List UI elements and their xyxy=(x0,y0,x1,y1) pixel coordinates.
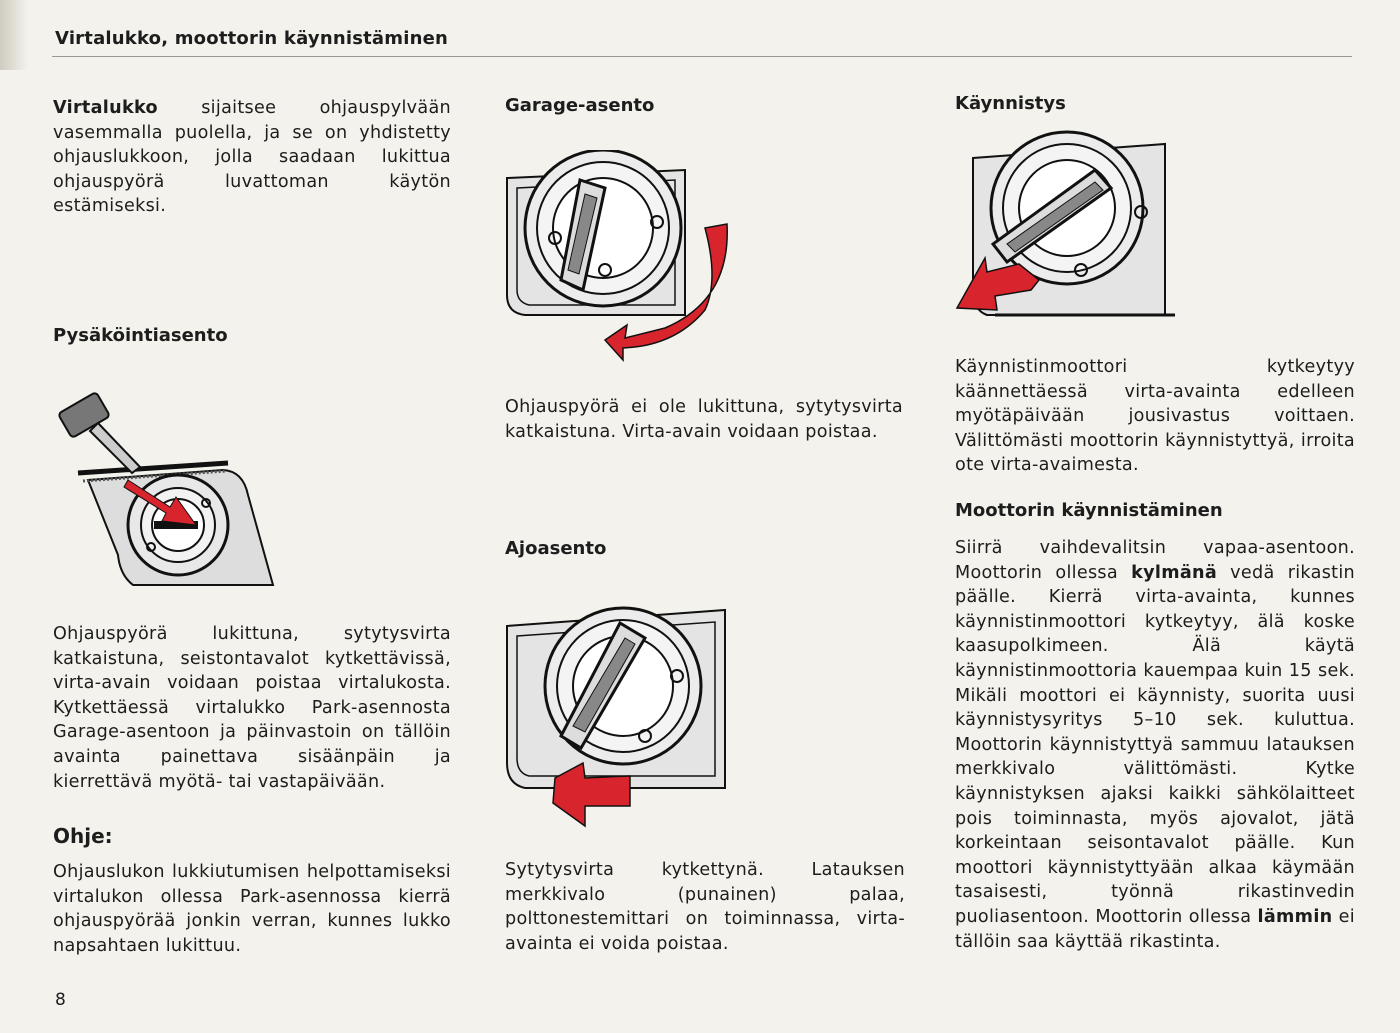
start-heading: Käynnistys xyxy=(955,93,1066,114)
intro-paragraph xyxy=(53,96,451,219)
start-position-illustration xyxy=(955,130,1175,345)
start-description: Käynnistinmoottori kytkeytyy käännettäessä virta-avainta edelleen myötäpäivään jousivastus voittaen. Välittömästi moottorin käynnistyttyä, irroita ote virta-avaimesta. xyxy=(955,357,1355,476)
parking-position-illustration xyxy=(58,385,278,590)
garage-position-illustration xyxy=(505,150,735,365)
intro-bold: Virtalukko xyxy=(53,98,158,118)
garage-description: Ohjauspyörä ei ole lukittuna, sytytysvirta katkaistuna. Virta-avain voidaan poistaa. xyxy=(505,397,903,442)
page-number: 8 xyxy=(55,990,66,1010)
engine-text-3: ei tällöin saa käyttää rikastinta. xyxy=(955,906,1355,952)
page-header-title: Virtalukko, moottorin käynnistäminen xyxy=(55,28,449,49)
engine-start-heading: Moottorin käynnistäminen xyxy=(955,500,1223,521)
parking-description: Ohjauspyörä lukittuna, sytytysvirta katkaistuna, seistontavalot kytkettävissä, virta-avain voidaan poistaa virtalukosta. Kytkettäessä virtalukko Park-asennosta Garage-asentoon ja päinvastoin on tällöin avainta painettava sisäänpäin ja kierrettävä myötä- tai vastapäivään. xyxy=(53,624,451,792)
parking-heading: Pysäköintiasento xyxy=(53,325,228,346)
intro-text: sijaitsee ohjauspylvään vasemmalla puolella, ja se on yhdistetty ohjauslukkoon, jolla saadaan lukittua ohjauspyörä luvattoman käytön estämiseksi. xyxy=(53,98,451,217)
engine-bold-cold: kylmänä xyxy=(1131,562,1218,583)
engine-text-2: vedä rikastin päälle. Kierrä virta-avainta, kunnes käynnistinmoottori kytkeytyy, älä koske kaasupolkimeen. Älä käytä käynnistinmoottoria kauempaa kuin 15 sek. Mikäli moottori ei käynnisty, suorita uusi käynnistysyritys 5–10 sek. kuluttua. Moottorin käynnistyttyä sammuu latauksen merkkivalo välittömästi. Kytke käynnistyksen ajaksi kaikki sähkölaitteet pois toiminnasta, myös ajovalot, jätä korkeintaan seisontavalot päälle. Kun moottori käynnistyttyään alkaa käymään tasaisesti, työnnä rikastinvedin puoliasentoon. Moottorin ollessa xyxy=(955,562,1355,927)
engine-text-1: Siirrä vaihdevalitsin vapaa-asentoon. Moottorin ollessa xyxy=(955,538,1355,583)
header-rule xyxy=(52,56,1352,57)
hint-heading: Ohje: xyxy=(53,824,113,848)
engine-start-description xyxy=(955,536,1355,954)
drive-position-illustration xyxy=(505,598,735,833)
garage-heading: Garage-asento xyxy=(505,95,655,116)
hint-description: Ohjauslukon lukkiutumisen helpottamiseksi virtalukon ollessa Park-asennossa kierrä ohjauspyörää jonkin verran, kunnes lukko napsahtaen lukittuu. xyxy=(53,862,451,956)
drive-heading: Ajoasento xyxy=(505,538,607,559)
page-edge-stain xyxy=(0,0,28,70)
drive-description: Sytytysvirta kytkettynä. Latauksen merkkivalo (punainen) palaa, polttonestemittari on toiminnassa, virta-avainta ei voida poistaa. xyxy=(505,860,905,954)
engine-bold-warm: lämmin xyxy=(1257,906,1333,927)
